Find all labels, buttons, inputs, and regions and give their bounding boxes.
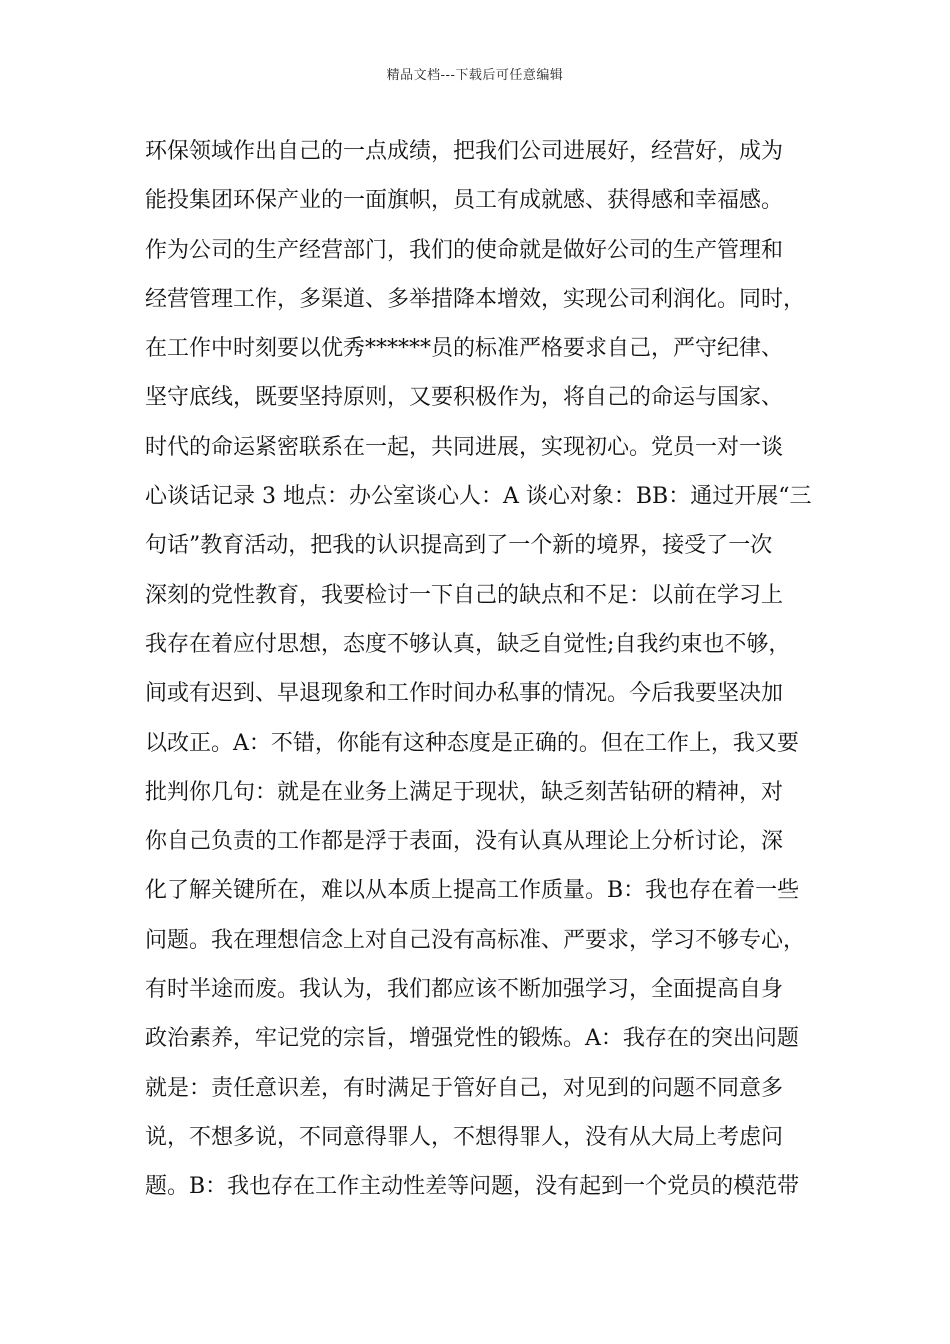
text-line: 我存在着应付思想，态度不够认真，缺乏自觉性;自我约束也不够， [145, 631, 791, 657]
page-header: 精品文档---下载后可任意编辑 [386, 68, 564, 83]
text-line: 化了解关键所在，难以从本质上提高工作质量。B：我也存在着一些 [145, 878, 800, 904]
text-line: 间或有迟到、早退现象和工作时间办私事的情况。今后我要坚决加 [145, 681, 784, 707]
body-text [145, 127, 810, 1212]
text-line: 深刻的党性教育，我要检讨一下自己的缺点和不足：以前在学习上 [145, 582, 784, 608]
text-line: 经营管理工作，多渠道、多举措降本增效，实现公司利润化。同时， [145, 286, 806, 312]
text-line: 说，不想多说，不同意得罪人，不想得罪人，没有从大局上考虑问 [145, 1124, 784, 1150]
text-line: 就是：责任意识差，有时满足于管好自己，对见到的问题不同意多 [145, 1075, 784, 1101]
text-line: 问题。我在理想信念上对自己没有高标准、严要求，学习不够专心， [145, 927, 806, 953]
text-line: 在工作中时刻要以优秀******员的标准严格要求自己，严守纪律、 [145, 336, 784, 362]
text-line: 环保领域作出自己的一点成绩，把我们公司进展好，经营好，成为 [145, 139, 784, 164]
text-line: 坚守底线，既要坚持原则，又要积极作为，将自己的命运与国家、 [145, 385, 784, 411]
text-line: 你自己负责的工作都是浮于表面，没有认真从理论上分析讨论，深 [145, 829, 784, 855]
text-line: 有时半途而废。我认为，我们都应该不断加强学习，全面提高自身 [145, 977, 784, 1003]
text-line: 时代的命运紧密联系在一起，共同进展，实现初心。党员一对一谈 [145, 434, 784, 460]
text-line: 句话”教育活动，把我的认识提高到了一个新的境界，接受了一次 [145, 533, 773, 559]
text-line: 心谈话记录 3 地点：办公室谈心人：A 谈心对象：BB：通过开展“三 [145, 484, 812, 510]
text-line: 批判你几句：就是在业务上满足于现状，缺乏刻苦钻研的精神，对 [145, 779, 784, 805]
text-line: 政治素养，牢记党的宗旨，增强党性的锻炼。A：我存在的突出问题 [145, 1026, 799, 1052]
text-line: 作为公司的生产经营部门，我们的使命就是做好公司的生产管理和 [145, 237, 784, 263]
text-line: 题。B：我也存在工作主动性差等问题，没有起到一个党员的模范带 [145, 1174, 800, 1200]
text-line: 能投集团环保产业的一面旗帜，员工有成就感、获得感和幸福感。 [145, 188, 784, 214]
text-line: 以改正。A：不错，你能有这种态度是正确的。但在工作上，我又要 [145, 730, 799, 756]
